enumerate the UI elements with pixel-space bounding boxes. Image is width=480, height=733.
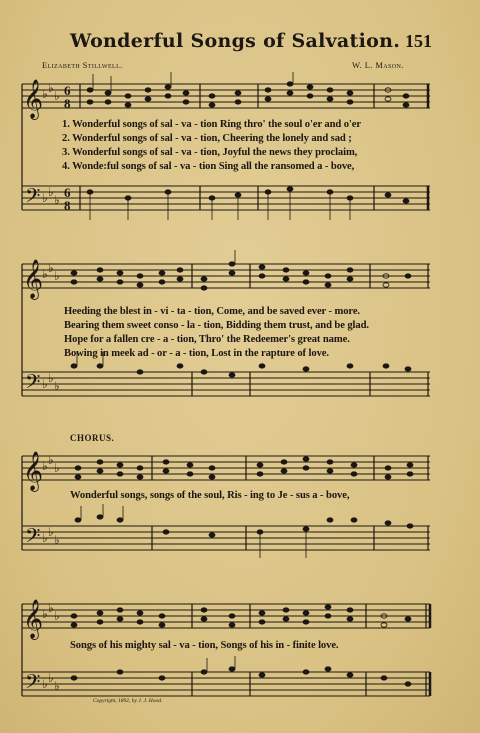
svg-text:6: 6: [64, 185, 71, 200]
chorus-line-1: Wonderful songs, songs of the soul, Ris - ing to Je - sus a - bove,: [70, 490, 350, 501]
svg-text:♭: ♭: [48, 671, 54, 685]
svg-text:♭: ♭: [54, 609, 60, 623]
composer-credit: W. L. Mason.: [352, 60, 404, 70]
svg-text:♭: ♭: [54, 379, 60, 393]
verse-line-1-4: 4. Wonde:ful songs of sal - va - tion Sing all the ransomed a - bove,: [62, 161, 355, 172]
svg-text:♭: ♭: [42, 377, 48, 391]
svg-text:♭: ♭: [42, 531, 48, 545]
svg-text:♭: ♭: [54, 89, 60, 103]
svg-text:♭: ♭: [42, 459, 48, 473]
svg-text:♭: ♭: [54, 269, 60, 283]
svg-text:♭: ♭: [54, 679, 60, 693]
verse-line-1-3: 3. Wonderful songs of sal - va - tion, Joyful the news they proclaim,: [62, 147, 358, 158]
verse-line-2-2: Bearing them sweet conso - la - tion, Bidding them trust, and be glad.: [64, 320, 369, 331]
bass-clef-icon: 𝄢: [25, 186, 41, 212]
hymn-title: Wonderful Songs of Salvation.: [70, 30, 401, 52]
svg-text:𝄞: 𝄞: [23, 453, 44, 490]
svg-text:♭: ♭: [42, 191, 48, 205]
chorus-line-2: Songs of his mighty sal - va - tion, Songs of his in - finite love.: [70, 640, 339, 651]
music-system-3: [0, 442, 480, 562]
svg-text:♭: ♭: [48, 525, 54, 539]
verse-line-2-4: Bowing in meek ad - or - a - tion, Lost in the rapture of love.: [64, 348, 329, 359]
svg-text:8: 8: [64, 96, 71, 111]
svg-text:♭: ♭: [48, 261, 54, 275]
svg-text:♭: ♭: [42, 267, 48, 281]
lyricist-credit: Elizabeth Stillwell.: [42, 60, 123, 70]
verse-line-2-3: Hope for a fallen cre - a - tion, Thro' the Redeemer's great name.: [64, 334, 350, 345]
svg-text:8: 8: [64, 198, 71, 213]
copyright-notice: Copyright, 1892, by J. J. Hood.: [93, 698, 163, 704]
svg-text:♭: ♭: [54, 461, 60, 475]
chorus-label: CHORUS.: [70, 433, 115, 443]
svg-text:𝄞: 𝄞: [23, 601, 44, 638]
svg-text:♭: ♭: [48, 453, 54, 467]
svg-text:♭: ♭: [48, 601, 54, 615]
svg-text:♭: ♭: [48, 81, 54, 95]
verse-line-2-1: Heeding the blest in - vi - ta - tion, Come, and be saved ever - more.: [64, 306, 360, 317]
svg-text:𝄢: 𝄢: [25, 526, 41, 552]
svg-text:♭: ♭: [54, 193, 60, 207]
svg-text:♭: ♭: [42, 87, 48, 101]
svg-text:♭: ♭: [42, 607, 48, 621]
treble-staff-1: [22, 84, 430, 108]
svg-text:𝄢: 𝄢: [25, 372, 41, 398]
svg-text:♭: ♭: [42, 677, 48, 691]
svg-text:♭: ♭: [48, 371, 54, 385]
treble-clef-icon: 𝄞: [23, 81, 44, 118]
svg-text:𝄢: 𝄢: [25, 672, 41, 698]
verse-line-1-2: 2. Wonderful songs of sal - va - tion, Cheering the lonely and sad ;: [62, 133, 352, 144]
svg-text:6: 6: [64, 83, 71, 98]
svg-text:𝄞: 𝄞: [23, 261, 44, 298]
page-number: 151: [405, 31, 432, 51]
key-signature-flats: [42, 81, 60, 207]
svg-text:♭: ♭: [54, 533, 60, 547]
verse-line-1-1: 1. Wonderful songs of sal - va - tion Ring thro' the soul o'er and o'er: [62, 119, 361, 130]
bass-staff-1: [22, 186, 430, 210]
svg-text:♭: ♭: [48, 185, 54, 199]
